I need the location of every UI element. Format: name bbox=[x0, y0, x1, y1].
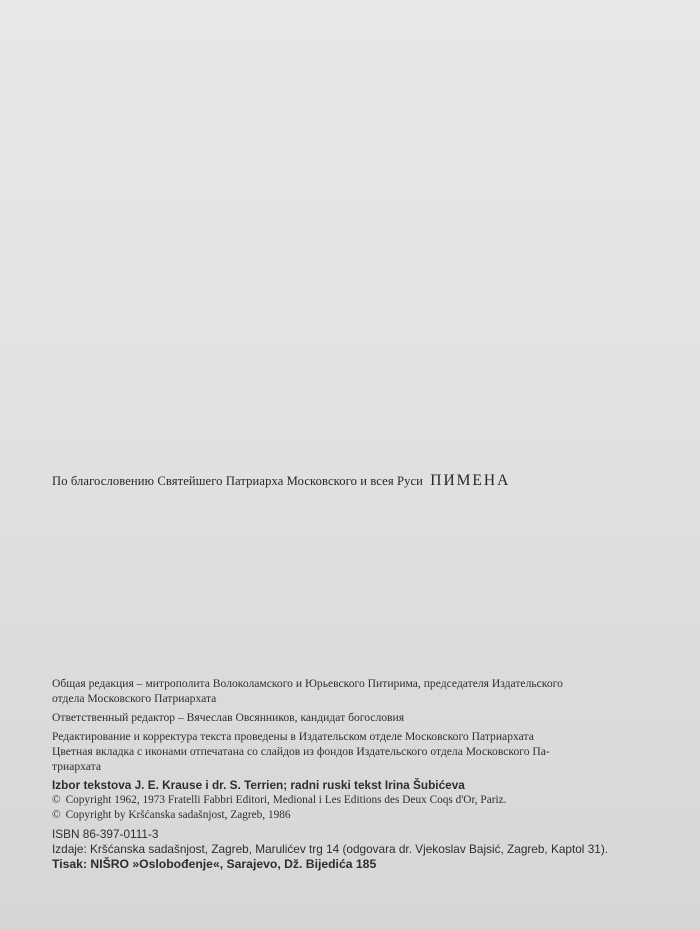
editing-note-line-3: триархата bbox=[52, 760, 101, 773]
copyright-symbol: © bbox=[52, 794, 61, 806]
editing-note-line-1: Редактирование и корректура текста проведены в Издательском отделе Московского Патриархата bbox=[52, 730, 534, 743]
isbn: ISBN 86-397-0111-3 bbox=[52, 827, 159, 841]
blessing-text: По благословению Святейшего Патриарха Московского и всея Руси bbox=[52, 474, 423, 488]
copyright-line-2 bbox=[52, 808, 682, 823]
blessing-line bbox=[52, 472, 672, 490]
publisher-line: Izdaje: Kršćanska sadašnjost, Zagreb, Marulićev trg 14 (odgovara dr. Vjekoslav Bajsić, Zagreb, Kaptol 31). bbox=[52, 842, 609, 856]
general-editor-line-1: Общая редакция – митрополита Волоколамского и Юрьевского Питирима, председателя Издательского bbox=[52, 677, 563, 690]
responsible-editor: Ответственный редактор – Вячеслав Овсянников, кандидат богословия bbox=[52, 711, 405, 724]
text-selection-credit: Izbor tekstova J. E. Krause i dr. S. Terrien; radni ruski tekst Irina Šubićeva bbox=[52, 778, 465, 792]
copyright-symbol: © bbox=[52, 809, 61, 821]
general-editor-line-2: отдела Московского Патриархата bbox=[52, 692, 217, 705]
copyright-text-2: Copyright by Kršćanska sadašnjost, Zagreb, 1986 bbox=[65, 809, 291, 821]
imprint-block bbox=[52, 676, 682, 872]
patriarch-name: ПИМЕНА bbox=[430, 472, 511, 489]
editing-note-line-2: Цветная вкладка с иконами отпечатана со слайдов из фондов Издательского отдела Московского Па- bbox=[52, 745, 550, 758]
copyright-text-1: Copyright 1962, 1973 Fratelli Fabbri Editori, Medional i Les Editions des Deux Coqs d'Or, Pariz. bbox=[65, 794, 507, 806]
copyright-line-1 bbox=[52, 793, 682, 808]
printer-line: Tisak: NIŠRO »Oslobođenje«, Sarajevo, Dž. Bijedića 185 bbox=[52, 857, 377, 871]
